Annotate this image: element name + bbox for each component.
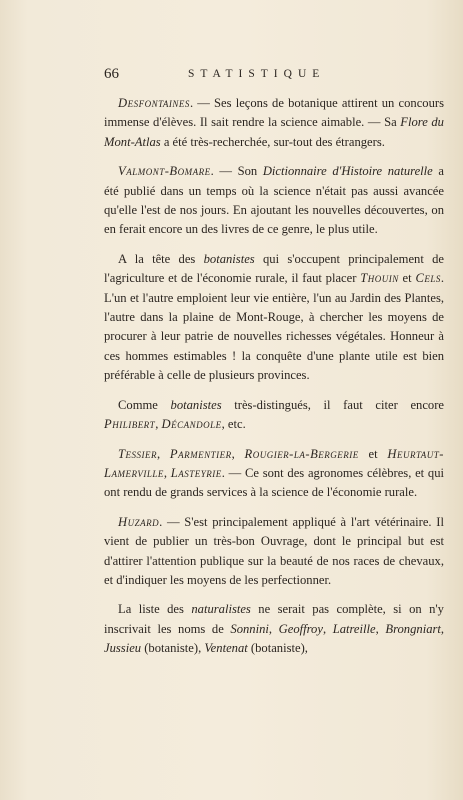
text-run: qui s'occupent principalement de l'agriculture et de l'économie rurale, il faut placer <box>104 251 445 286</box>
page-header <box>104 66 444 86</box>
person-name: Valmont-Bomare <box>118 164 211 179</box>
paragraph <box>104 396 444 435</box>
text-run: , <box>440 621 445 636</box>
person-name: Huzard <box>118 514 160 529</box>
person-name: Parmentier <box>169 446 232 461</box>
italic-text: Geoffroy <box>278 621 323 636</box>
running-title: STATISTIQUE <box>188 68 326 80</box>
italic-text: botanistes <box>203 251 255 266</box>
italic-text: Brongniart <box>385 621 441 636</box>
text-run: A la tête des <box>118 251 204 266</box>
text-run: . L'un et l'autre emploient leur vie entière, l'un au Jardin des Plantes, l'autre dans la plaine de Mont-Rouge, à chercher les moyens de procurer à leur patrie de nouvelles richesses végétales. Honneur à ces hommes estimables ! la conquête d'une plante utile est bien préférable à celle de plusieurs provinces. <box>104 271 444 383</box>
text-run: et <box>358 446 388 461</box>
text-run: La liste des <box>118 602 192 617</box>
text-run: , <box>268 621 279 636</box>
italic-text: Flore du Mont-Atlas <box>104 115 444 149</box>
text-run: (botaniste), <box>141 641 205 656</box>
text-run: (botaniste), <box>247 641 308 656</box>
person-name: Cels <box>415 271 441 286</box>
text-run: . — S'est principalement appliqué à l'art vétérinaire. Il vient de publier un très-bon Ouvrage, dont le principal but est d'attirer l'attention publique sur la beauté de nos races de chevaux, et d'indiquer les moyens de les perfectionner. <box>104 514 444 587</box>
text-run: et <box>398 271 416 286</box>
person-name: Thouin <box>360 271 399 286</box>
text-run: , <box>375 621 386 636</box>
italic-text: Ventenat <box>204 641 248 656</box>
text-run: ne serait pas complète, si on n'y inscrivait les noms de <box>104 602 444 636</box>
person-name: Philibert <box>104 417 156 432</box>
text-run: , <box>157 446 170 461</box>
page-number: 66 <box>104 66 119 82</box>
person-name: Décandole <box>161 417 222 432</box>
text-run: très-distingués, il faut citer encore <box>221 397 445 412</box>
person-name: Heurtaut-Lamerville <box>104 446 444 480</box>
paragraph <box>104 162 444 240</box>
text-run: a été très-recherchée, sur-tout des étrangers. <box>160 134 385 149</box>
italic-text: Sonnini <box>230 621 269 636</box>
person-name: Rougier-la-Bergerie <box>244 446 359 461</box>
italic-text: Jussieu <box>104 641 142 656</box>
italic-text: botanistes <box>170 397 222 412</box>
text-run: . — Ses leçons de botanique attirent un concours immense d'élèves. Il sait rendre la science aimable. — Sa <box>104 96 444 130</box>
body-text <box>104 94 444 669</box>
text-run: . — Ce sont des agronomes célèbres, et qui ont rendu de grands services à la science de l'économie rurale. <box>104 465 444 500</box>
italic-text: naturalistes <box>191 602 251 617</box>
text-run: a été publié dans un temps où la science n'était pas aussi avancée qu'elle l'est de nos jours. En ajoutant les nouvelles découvertes, on en ferait encore un des livres de ce genre, le plus utile. <box>104 164 444 237</box>
text-run: . — Son <box>210 164 263 179</box>
paragraph <box>104 250 444 386</box>
paragraph <box>104 445 444 503</box>
text-run: Comme <box>118 397 171 412</box>
italic-text: Dictionnaire d'Histoire naturelle <box>262 164 433 179</box>
text-run: , <box>155 417 162 432</box>
italic-text: Latreille <box>332 621 376 636</box>
paragraph <box>104 513 444 591</box>
paragraph <box>104 600 444 658</box>
paragraph <box>104 94 444 152</box>
text-run: , <box>231 446 245 461</box>
text-run: , etc. <box>221 417 246 432</box>
person-name: Desfontaines <box>118 96 190 110</box>
text-run: , <box>322 621 333 636</box>
text-run: , <box>163 465 171 480</box>
person-name: Lasteyrie <box>170 465 222 480</box>
person-name: Tessier <box>118 446 157 461</box>
